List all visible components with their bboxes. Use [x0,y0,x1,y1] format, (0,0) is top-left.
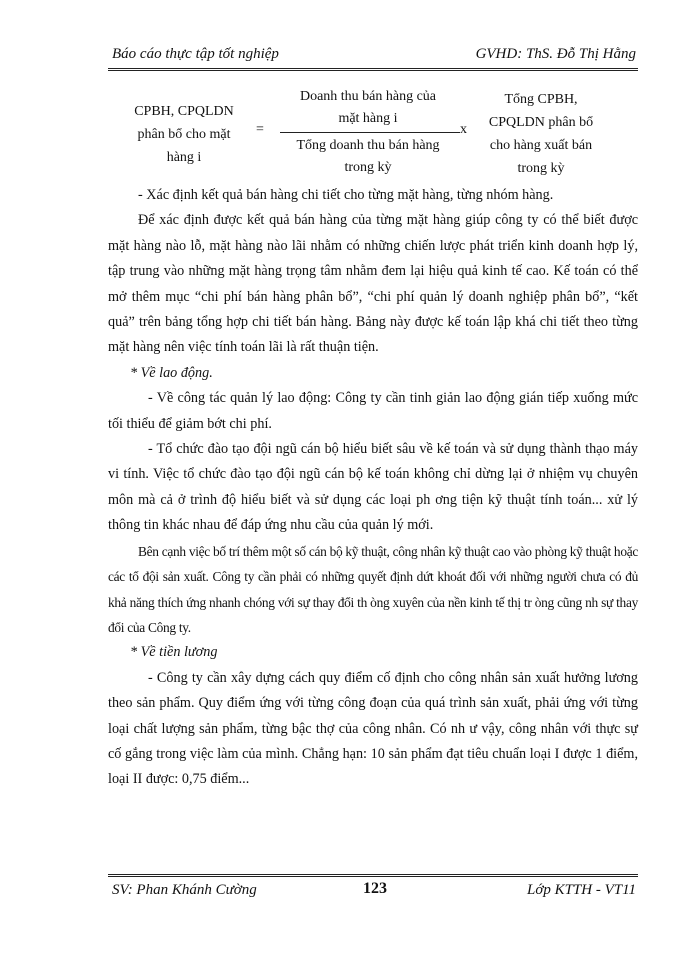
formula-right-line: Tổng CPBH, [504,92,578,107]
paragraph: - Công ty cần xây dựng cách quy điểm cố định cho công nhân sản xuất hưởng lương theo sản phẩm. Quy điểm ứng với từng công đoạn của quá trình sản xuất, phải ứng với từng loại chất lượng sản phẩm, từng bậc thợ của công nhân. Có nh ư vậy, công nhân với thực sự cố gắng trong việc làm của mình. Chẳng hạn: 10 sản phẩm đạt tiêu chuẩn loại I được 1 điểm, loại II được: 0,75 điểm... [108,669,638,788]
footer-student-name: SV: Phan Khánh Cường [112,882,257,898]
paragraph: - Về công tác quản lý lao động: Công ty cần tinh giản lao động gián tiếp xuống mức tối thiểu để giảm bớt chi phí. [108,390,638,432]
section-heading: * Về lao động. [130,364,213,381]
footer-class: Lớp KTTH - VT11 [526,882,636,898]
section-heading: * Về tiền lương [130,644,218,661]
formula-denominator-line: Tổng doanh thu bán hàng [296,138,440,153]
formula-right-line: CPQLDN phân bổ [488,115,594,130]
header-supervisor: GVHD: ThS. Đỗ Thị Hằng [475,46,636,62]
paragraph: Bên cạnh việc bố trí thêm một số cán bộ kỹ thuật, công nhân kỹ thuật cao vào phòng kỹ thuật hoặc các tổ đội sản xuất. Công ty cần phải có những quyết định dứt khoát đối với những người chưa có đủ khả năng thích ứng nhanh chóng với sự thay đổi th òng xuyên của nền kinh tế thị tr òng cũng nh sự thay đổi của Công ty. [108,543,639,635]
page-number: 123 [363,880,387,897]
body-text [108,183,638,793]
formula-denominator [278,135,458,179]
formula-numerator-line: Doanh thu bán hàng của [299,89,437,104]
formula-fraction-bar [280,132,460,133]
formula-numerator-line: mặt hàng i [338,111,398,126]
formula-left-line: CPBH, CPQLDN [134,104,234,119]
formula-left-line: phân bổ cho mặt [137,127,231,142]
formula-right-line: trong kỳ [517,161,565,176]
paragraph: - Tổ chức đào tạo đội ngũ cán bộ hiểu biết sâu về kế toán và sử dụng thành thạo máy vi tính. Việc tổ chức đào tạo đội ngũ cán bộ kế toán không chỉ dừng lại ở nhiệm vụ chuyên môn mà cả ở trình độ hiểu biết và sử dụng các loại ph ơng tiện kỹ thuật tính toán... xử lý thông tin khác nhau để đáp ứng nhu cầu của quản lý mới. [108,441,638,534]
paragraph: Để xác định được kết quả bán hàng của từng mặt hàng giúp công ty có thể biết được mặt hàng nào lỗ, mặt hàng nào lãi nhằm có những chiến lược phát triển kinh doanh hợp lý, tập trung vào những mặt hàng trọng tâm nhằm đem lại hiệu quả kinh tế cao. Kế toán có thể mở thêm mục “chi phí bán hàng phân bổ”, “chi phí quản lý doanh nghiệp phân bổ”, “kết quả” trên bảng tổng hợp chi tiết bán hàng. Bảng này được kế toán lập khá chi tiết theo từng mặt hàng nên việc tính toán lãi là rất thuận tiện. [108,212,638,356]
bullet-item: - Xác định kết quả bán hàng chi tiết cho từng mặt hàng, từng nhóm hàng. [138,187,554,203]
header-report-title: Báo cáo thực tập tốt nghiệp [112,46,279,62]
formula-left-line: hàng i [166,150,202,165]
page-header [108,44,638,71]
formula-numerator [278,86,458,130]
allocation-formula [108,84,638,180]
formula-right-term [476,88,606,180]
formula-equals-sign: = [256,122,264,137]
formula-left-term [124,100,244,169]
formula-right-line: cho hàng xuất bán [489,138,593,153]
page-footer [108,874,638,907]
formula-times-sign: x [460,122,467,137]
formula-denominator-line: trong kỳ [344,160,392,175]
